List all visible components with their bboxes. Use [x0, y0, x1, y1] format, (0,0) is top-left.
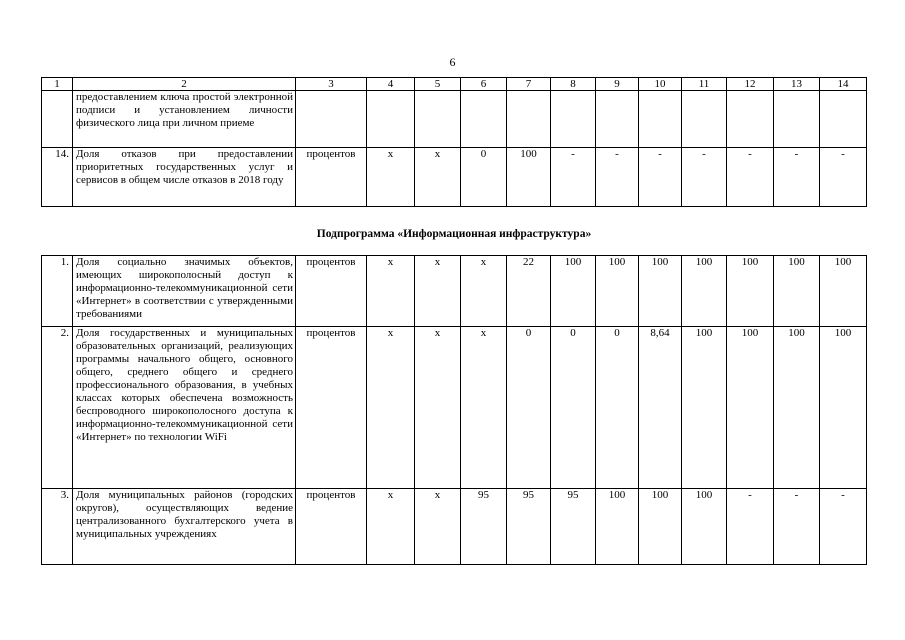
value-cell: 100	[682, 256, 727, 327]
table-row	[42, 148, 867, 207]
indicator-name: предоставлением ключа простой электронной подписи и установлением личности физического лица при личном приеме	[73, 91, 296, 148]
unit-cell: процентов	[296, 148, 367, 207]
col-header: 13	[774, 78, 820, 91]
value-cell: -	[639, 148, 682, 207]
value-cell: 100	[639, 256, 682, 327]
col-header: 2	[73, 78, 296, 91]
value-cell	[820, 91, 867, 148]
row-number: 3.	[42, 489, 73, 565]
value-cell: 100	[596, 256, 639, 327]
indicator-name: Доля социально значимых объектов, имеющих широкополосный доступ к информационно-телекоммуникационной сети «Интернет» в соответствии с утвержденными требованиями	[73, 256, 296, 327]
col-header: 7	[507, 78, 551, 91]
value-cell: -	[682, 148, 727, 207]
indicator-name: Доля государственных и муниципальных образовательных организаций, реализующих программы начального общего, основного общего, среднего общего и среднего профессионального образования, в учебных классах которых обеспечена возможность беспроводного широкополосного доступа к информационно-телекоммуникационной сети «Интернет» по технологии WiFi	[73, 327, 296, 489]
row-number	[42, 91, 73, 148]
value-cell	[639, 91, 682, 148]
value-cell: -	[820, 148, 867, 207]
value-cell: х	[461, 327, 507, 489]
value-cell: 8,64	[639, 327, 682, 489]
value-cell	[727, 91, 774, 148]
indicators-table-continued	[41, 77, 867, 207]
col-header: 6	[461, 78, 507, 91]
section-title: Подпрограмма «Информационная инфраструктура»	[316, 228, 592, 240]
value-cell: х	[415, 489, 461, 565]
indicator-name: Доля отказов при предоставлении приоритетных государственных услуг и сервисов в общем числе отказов в 2018 году	[73, 148, 296, 207]
value-cell: 100	[727, 256, 774, 327]
unit-cell: процентов	[296, 489, 367, 565]
value-cell	[415, 91, 461, 148]
value-cell: 0	[461, 148, 507, 207]
value-cell: х	[367, 489, 415, 565]
value-cell	[367, 91, 415, 148]
value-cell: -	[727, 489, 774, 565]
column-number-row	[42, 78, 867, 91]
value-cell: -	[820, 489, 867, 565]
row-number: 2.	[42, 327, 73, 489]
table-row	[42, 256, 867, 327]
value-cell: -	[727, 148, 774, 207]
value-cell	[551, 91, 596, 148]
page-number: 6	[449, 55, 456, 69]
value-cell: -	[596, 148, 639, 207]
col-header: 10	[639, 78, 682, 91]
col-header: 12	[727, 78, 774, 91]
value-cell: 95	[551, 489, 596, 565]
value-cell: 100	[507, 148, 551, 207]
value-cell: 100	[820, 327, 867, 489]
value-cell: -	[774, 148, 820, 207]
value-cell: 100	[596, 489, 639, 565]
value-cell: х	[415, 256, 461, 327]
value-cell: 95	[507, 489, 551, 565]
value-cell: х	[367, 256, 415, 327]
value-cell: 100	[639, 489, 682, 565]
infrastructure-indicators-table	[41, 255, 867, 565]
value-cell: х	[367, 327, 415, 489]
value-cell: 0	[507, 327, 551, 489]
value-cell: х	[461, 256, 507, 327]
value-cell: 100	[727, 327, 774, 489]
unit-cell: процентов	[296, 327, 367, 489]
value-cell: 100	[774, 256, 820, 327]
unit-cell: процентов	[296, 256, 367, 327]
value-cell	[596, 91, 639, 148]
value-cell	[461, 91, 507, 148]
unit-cell	[296, 91, 367, 148]
value-cell: 100	[682, 489, 727, 565]
table-row	[42, 327, 867, 489]
value-cell: 0	[596, 327, 639, 489]
value-cell: 95	[461, 489, 507, 565]
value-cell: 100	[774, 327, 820, 489]
table-row	[42, 489, 867, 565]
value-cell: 100	[551, 256, 596, 327]
col-header: 14	[820, 78, 867, 91]
value-cell: 0	[551, 327, 596, 489]
value-cell	[774, 91, 820, 148]
col-header: 1	[42, 78, 73, 91]
value-cell: 100	[682, 327, 727, 489]
row-number: 14.	[42, 148, 73, 207]
indicator-name: Доля муниципальных районов (городских округов), осуществляющих ведение централизованного бухгалтерского учета в муниципальных учреждениях	[73, 489, 296, 565]
col-header: 9	[596, 78, 639, 91]
value-cell: х	[415, 148, 461, 207]
value-cell: х	[367, 148, 415, 207]
value-cell	[507, 91, 551, 148]
col-header: 5	[415, 78, 461, 91]
value-cell: 100	[820, 256, 867, 327]
table-row	[42, 91, 867, 148]
col-header: 4	[367, 78, 415, 91]
value-cell: 22	[507, 256, 551, 327]
value-cell: -	[551, 148, 596, 207]
value-cell: х	[415, 327, 461, 489]
col-header: 3	[296, 78, 367, 91]
row-number: 1.	[42, 256, 73, 327]
col-header: 11	[682, 78, 727, 91]
value-cell	[682, 91, 727, 148]
col-header: 8	[551, 78, 596, 91]
value-cell: -	[774, 489, 820, 565]
